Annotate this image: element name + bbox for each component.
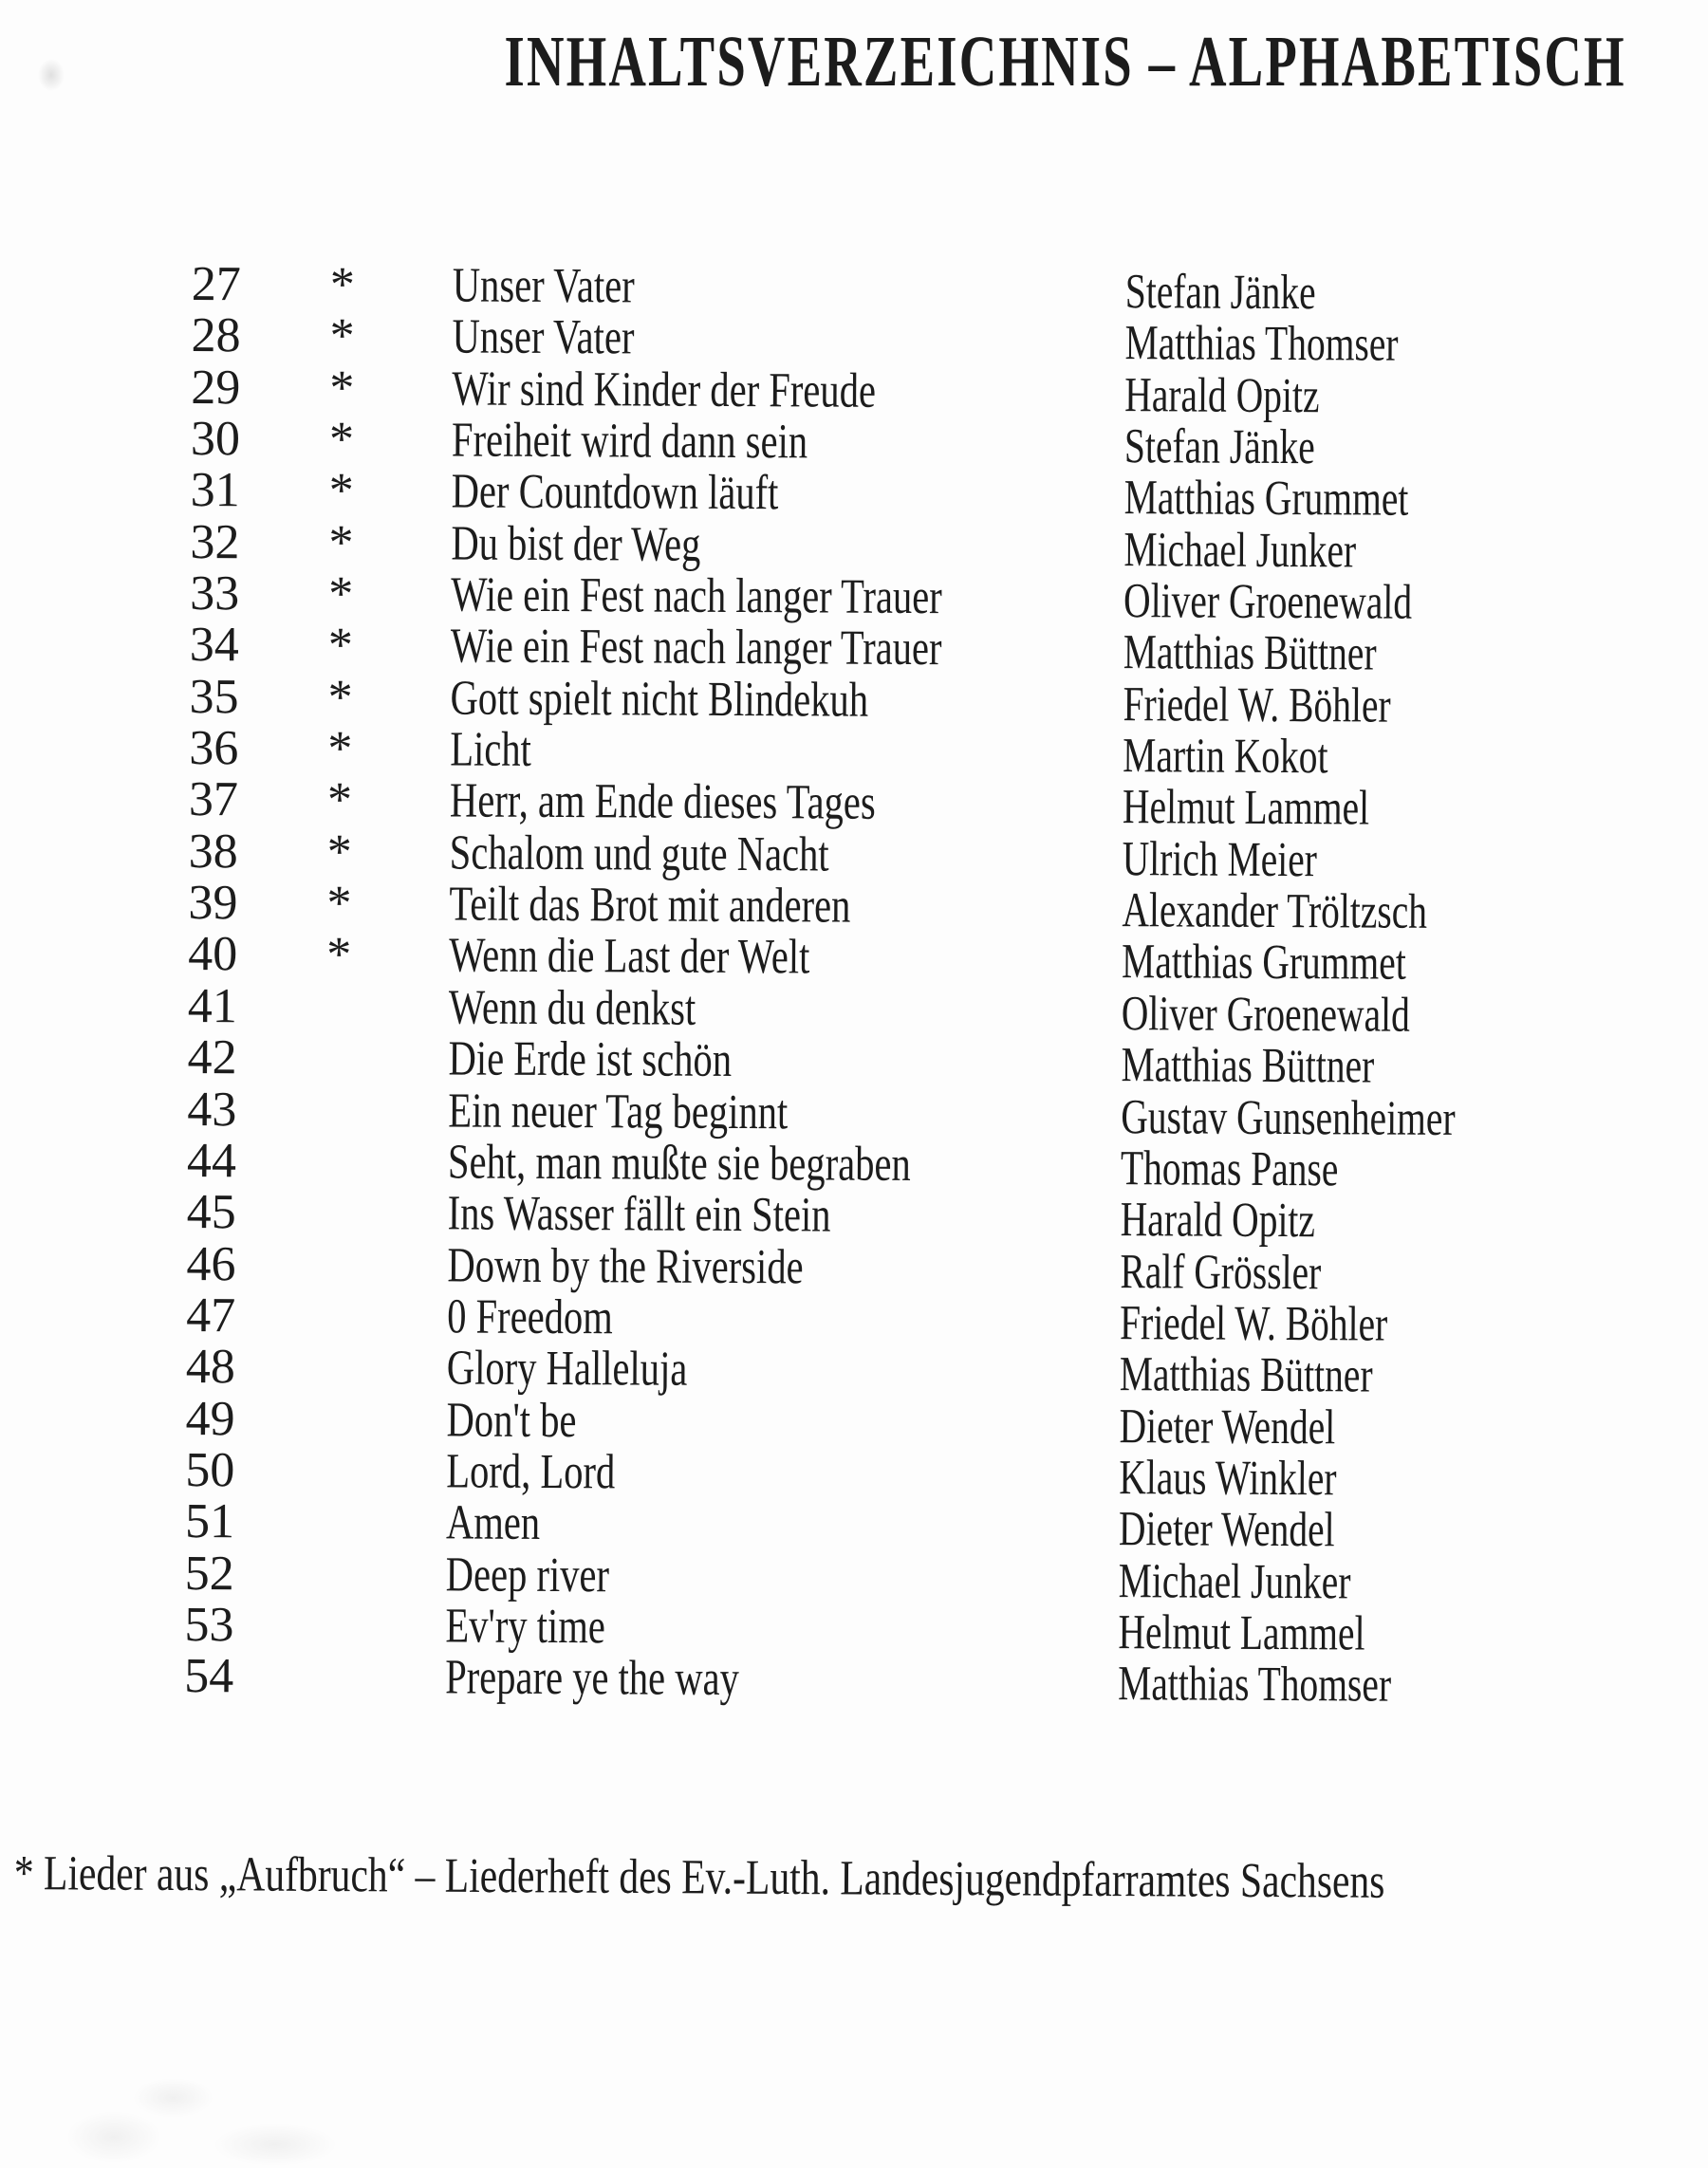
song-author: Ulrich Meier [1122,831,1318,888]
song-number: 35 [189,669,239,725]
song-title: Wir sind Kinder der Freude [452,361,877,418]
toc-row [0,1237,1703,1298]
toc-row [0,1444,1701,1505]
song-title: Die Erde ist schön [448,1031,733,1088]
song-title: Du bist der Weg [451,516,701,572]
song-author: Stefan Jänke [1123,419,1315,475]
song-title: Der Countdown läuft [451,464,779,521]
asterisk-marker: * [326,773,353,828]
song-title: Wenn die Last der Welt [449,928,810,985]
song-number: 31 [190,463,240,518]
song-number: 38 [188,824,238,880]
toc-row [0,516,1707,577]
asterisk-marker: * [328,566,354,621]
song-author: Harald Opitz [1120,1193,1316,1249]
toc-row [0,308,1708,373]
song-title: Ins Wasser fällt ein Stein [447,1186,831,1243]
toc-row [0,413,1707,473]
toc-row [0,671,1706,732]
toc-row [0,1186,1703,1247]
toc-row [0,361,1707,422]
toc-row [0,1392,1702,1453]
song-number: 48 [185,1340,236,1395]
song-title: Unser Vater [452,309,635,365]
toc-row [0,1341,1702,1401]
song-author: Ralf Grössler [1120,1244,1322,1300]
toc-row [0,1289,1702,1350]
toc-row [0,1547,1701,1608]
song-title: 0 Freedom [447,1289,613,1345]
song-author: Alexander Tröltzsch [1122,883,1428,939]
toc-row [0,1031,1704,1092]
song-author: Oliver Groenewald [1121,986,1410,1043]
song-title: Wie ein Fest nach langer Trauer [450,619,942,676]
song-author: Helmut Lammel [1122,780,1370,836]
toc-row [0,722,1705,783]
song-title: Down by the Riverside [447,1237,804,1294]
song-title: Amen [445,1495,541,1551]
footnote: * Lieder aus „Aufbruch“ – Liederheft des Ev.-Luth. Landesjugendpfarramtes Sachsens [13,1846,1385,1909]
song-number: 50 [185,1442,235,1498]
song-number: 49 [185,1391,235,1446]
song-number: 36 [189,721,239,776]
toc-row [0,567,1706,628]
toc-row [0,1082,1703,1146]
song-title: Licht [450,722,532,777]
song-author: Matthias Büttner [1119,1347,1373,1403]
song-author: Dieter Wendel [1118,1502,1335,1558]
song-number: 52 [184,1546,234,1601]
asterisk-marker: * [326,876,352,932]
song-number: 47 [186,1288,236,1343]
song-title: Ev'ry time [445,1599,605,1655]
song-number: 32 [190,514,240,569]
toc-row [0,1135,1703,1195]
song-title: Schalom und gute Nacht [449,825,829,882]
song-number: 54 [184,1649,234,1704]
song-author: Matthias Büttner [1123,625,1377,681]
toc-row [0,1599,1701,1659]
scan-smudge [38,59,65,91]
song-title: Don't be [446,1392,577,1448]
song-number: 28 [191,308,241,363]
toc-list [0,258,1708,1711]
song-title: Ein neuer Tag beginnt [448,1083,789,1140]
toc-row [0,619,1706,679]
song-title: Teilt das Brot mit anderen [449,877,851,934]
asterisk-marker: * [329,257,356,312]
asterisk-marker: * [328,412,355,467]
song-title: Unser Vater [452,258,635,314]
song-number: 43 [187,1082,237,1137]
toc-row [0,980,1704,1041]
song-title: Herr, am Ende dieses Tages [449,773,876,831]
toc-row [0,825,1705,886]
song-title: Wenn du denkst [448,980,696,1036]
song-number: 27 [191,257,242,312]
song-title: Lord, Lord [446,1444,616,1500]
song-number: 37 [188,772,239,827]
song-number: 30 [190,412,241,467]
asterisk-marker: * [327,721,353,776]
song-title: Wie ein Fest nach langer Trauer [451,567,942,625]
song-author: Matthias Grummet [1121,935,1406,991]
toc-row [0,1495,1701,1556]
asterisk-marker: * [326,825,352,880]
song-number: 51 [184,1494,235,1549]
song-author: Klaus Winkler [1119,1451,1337,1507]
song-number: 29 [191,360,241,415]
toc-row [0,258,1708,319]
song-number: 46 [186,1236,236,1291]
scan-smudge [214,2123,337,2166]
song-author: Stefan Jänke [1124,265,1316,321]
asterisk-marker: * [328,464,354,519]
song-title: Freiheit wird dann sein [451,413,808,470]
song-author: Michael Junker [1118,1553,1351,1610]
song-author: Harald Opitz [1124,367,1320,423]
song-author: Matthias Thomser [1124,316,1399,373]
song-author: Gustav Gunsenheimer [1121,1089,1456,1146]
toc-row [0,773,1705,834]
song-title: Gott spielt nicht Blindekuh [450,671,869,728]
song-author: Friedel W. Böhler [1119,1296,1388,1352]
song-number: 34 [189,618,240,673]
toc-row [0,463,1707,528]
song-author: Dieter Wendel [1119,1399,1336,1455]
toc-row [0,877,1705,937]
song-author: Friedel W. Böhler [1123,676,1391,733]
song-title: Deep river [445,1547,610,1603]
asterisk-marker: * [329,361,355,416]
asterisk-marker: * [327,619,354,674]
song-title: Seht, man mußte sie begraben [447,1135,911,1192]
song-author: Matthias Thomser [1118,1657,1392,1713]
song-number: 41 [187,978,238,1034]
asterisk-marker: * [329,309,355,364]
song-number: 53 [184,1597,234,1653]
asterisk-marker: * [327,670,353,725]
song-author: Helmut Lammel [1118,1605,1365,1661]
song-title: Prepare ye the way [445,1650,740,1707]
song-author: Matthias Grummet [1123,471,1409,528]
asterisk-marker: * [328,515,354,570]
song-title: Glory Halleluja [446,1341,688,1397]
song-number: 40 [188,927,238,982]
song-number: 44 [186,1133,237,1189]
toc-row [0,928,1704,989]
song-author: Thomas Panse [1120,1140,1339,1197]
song-number: 45 [186,1185,236,1240]
asterisk-marker: * [326,928,352,983]
song-author: Martin Kokot [1123,729,1328,785]
song-number: 39 [188,876,238,931]
song-author: Oliver Groenewald [1123,574,1413,630]
song-number: 42 [187,1030,237,1085]
song-author: Matthias Büttner [1121,1038,1375,1094]
scan-smudge [66,2111,161,2163]
scan-smudge [133,2078,214,2118]
song-author: Michael Junker [1123,522,1357,579]
toc-row [0,1650,1700,1711]
song-number: 33 [190,566,240,621]
page-title: INHALTSVERZEICHNIS – ALPHABETISCH [504,22,1626,102]
